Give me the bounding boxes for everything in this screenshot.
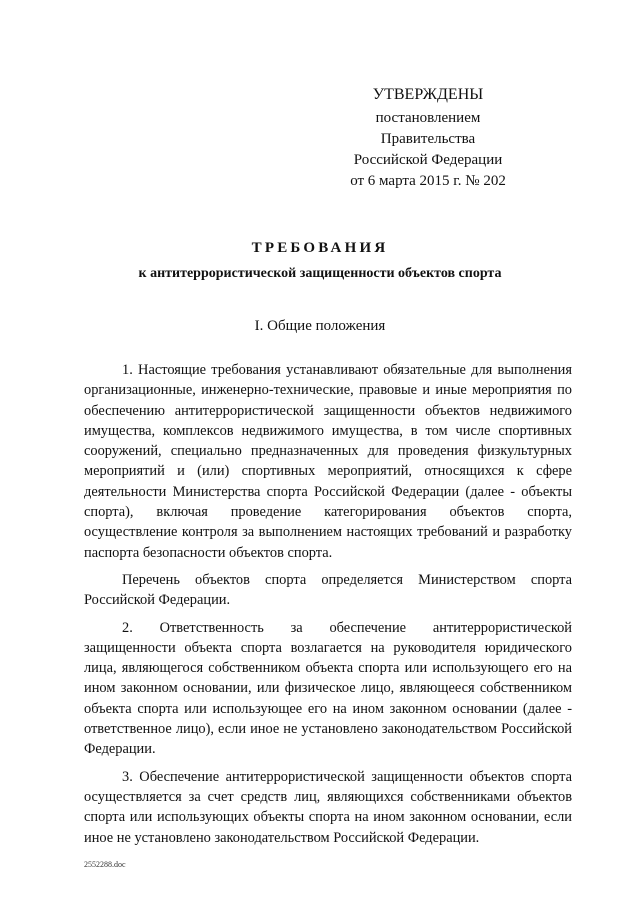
approval-line-decree: постановлением Правительства — [375, 110, 481, 147]
file-reference: 2552288.doc — [84, 860, 126, 869]
section-heading: I. Общие положения — [254, 318, 386, 334]
paragraph-2: 2. Ответственность за обеспечение антитеррористической защищенности объекта спорта возлагается на руководителя юридического лица, являющегося собственником объекта спорта или использующего его на ином законном основании, или физическое лицо, являющееся собственником объекта спорта или использующее его на ином законном основании (далее - ответственное лицо), если иное не установлено законодательством Российской Федерации. — [84, 619, 572, 758]
document-body — [84, 360, 572, 848]
approval-line-federation: Российской Федерации — [353, 152, 503, 168]
paragraph-1: 1. Настоящие требования устанавливают обязательные для выполнения организационные, инженерно-технические, правовые и иные мероприятия по обеспечению антитеррористической защищенности объектов недвижимого имущества, комплексов недвижимого имущества, в том числе спортивных сооружений, специально предназначенных для проведения физкультурных мероприятий и (или) спортивных мероприятий, относящихся к сфере деятельности Министерства спорта Российской Федерации (далее - объекты спорта), включая проведение категорирования объектов спорта, осуществление контроля за выполнением настоящих требований и разработку паспорта безопасности объектов спорта. — [84, 362, 572, 561]
document-subtitle: к антитеррористической защищенности объектов спорта — [138, 266, 502, 281]
approval-block — [328, 84, 528, 192]
document-title: ТРЕБОВАНИЯ — [251, 240, 389, 256]
paragraph-3: 3. Обеспечение антитеррористической защищенности объектов спорта осуществляется за счет средств лиц, являющихся собственниками объектов спорта или использующих объекты спорта на ином законном основании, если иное не установлено законодательством Российской Федерации. — [84, 768, 572, 846]
approval-heading: УТВЕРЖДЕНЫ — [372, 86, 484, 103]
approval-line-date: от 6 марта 2015 г. № 202 — [350, 173, 506, 189]
paragraph-list-definition: Перечень объектов спорта определяется Министерством спорта Российской Федерации. — [84, 571, 572, 609]
